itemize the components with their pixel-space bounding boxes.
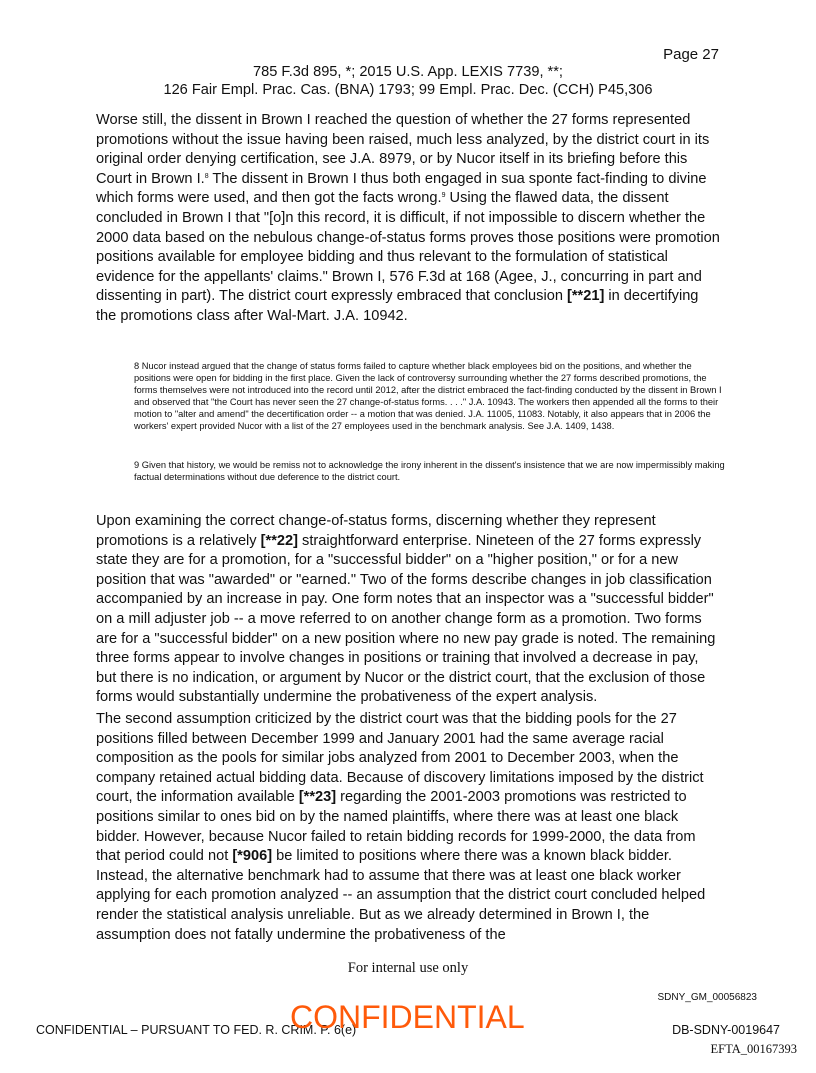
text: regarding the 2001-2003 promotions was restricted to positions similar to ones bid on by the named plaintiffs, where there was at least one black bidder. However, because Nucor failed to retain bidding records for 1999-2000, the data from that period could not [96,789,696,865]
footnote-9: 9 Given that history, we would be remiss not to acknowledge the irony inherent in the dissent's insistence that we are now impermissibly making factual determinations without due deference to the district court. [134,460,725,482]
text: Upon examining the correct change-of-status forms, discerning whether they represent promotions is a relatively [96,513,656,549]
text: straightforward enterprise. Nineteen of the 27 forms expressly state they are for a promotion, for a "successful bidder" on a "higher position," or for a new position that was "awarded" or "earned." Two of the forms describe changes in job classification accompanied by an increase in pay. One form notes that an inspector was a "successful bidder" on a mill adjuster job -- a move referred to on another change form as a promotion. Two forms are for a "successful bidder" on a new position where no new pay grade is noted. The remaining three forms appear to involve changes in positions or training that involved a decrease in pay, but there is no indication, or argument by Nucor or the district court, that the exclusion of those forms would substantially undermine the probativeness of the expert analysis. [96,532,716,706]
star-page-marker: [*906] [232,848,273,865]
citation-line-2: 126 Fair Empl. Prac. Cas. (BNA) 1793; 99 Empl. Prac. Dec. (CCH) P45,306 [163,82,653,98]
paragraph-3 [96,710,722,945]
bates-db-sdny: DB-SDNY-0019647 [672,1023,780,1037]
star-page-marker: [**23] [298,789,337,806]
footnote-ref-9[interactable]: 9 [441,192,446,200]
bates-efta: EFTA_00167393 [710,1042,797,1056]
internal-use-note: For internal use only [347,960,469,976]
page-number: Page 27 [663,46,719,63]
text: in decertifying the promotions class after Wal-Mart. J.A. 10942. [96,288,699,324]
paragraph-1 [96,111,722,327]
confidential-stamp: CONFIDENTIAL [290,999,525,1035]
star-page-marker: [**22] [260,532,298,549]
footnote-ref-8[interactable]: 8 [204,172,209,180]
text: The dissent in Brown I thus both engaged in sua sponte fact-finding to divine which forms were used, and then got the facts wrong. [96,170,707,207]
footnote-8: 8 Nucor instead argued that the change of status forms failed to capture whether black employees bid on the positions, and whether the positions were open for bidding in the first place. Given the lack of controversy surrounding whether the 27 forms described promotions, the forms themselves were not introduced into the record until 2012, after the district embraced the fact-finding conducted by the dissent in Brown I and observed that "the Court has never seen the 27 change-of-status forms. . . ." J.A. 10943. The workers then appended all the forms to their motion to "alter and amend" the decertification order -- a motion that was denied. J.A. 11005, 11083. Notably, it also appears that in 2006 the workers' expert provided Nucor with a list of the 27 employees used in the benchmark analysis. See J.A. 1409, 1438. [134,361,722,431]
paragraph-2 [96,512,722,708]
text: be limited to positions where there was a known black bidder. Instead, the alternative benchmark had to assume that there was at least one black worker applying for each promotion analyzed -- an assumption that the district court concluded helped render the statistical analysis unreliable. But as we already determined in Brown I, the assumption does not fatally undermine the probativeness of the [96,848,706,943]
text: Worse still, the dissent in Brown I reached the question of whether the 27 forms represented promotions without the issue having been raised, much less analyzed, by the district court in its original order denying certification, see J.A. 8979, or by Nucor itself in its briefing before this Court in Brown I. [96,112,710,187]
star-page-marker: [**21] [567,288,605,305]
text: Using the flawed data, the dissent concluded in Brown I that "[o]n this record, it is difficult, if not impossible to discern whether the 2000 data based on the nebulous change-of-status forms proves those positions were promotion positions available for employee bidding and thus relevant to the formulation of statistical evidence for the appellants' claims." Brown I, 576 F.3d at 168 (Agee, J., concurring in part and dissenting in part). The district court expressly embraced that conclusion [96,190,720,305]
text: The second assumption criticized by the district court was that the bidding pools for the 27 positions filled between December 1999 and January 2001 had the same average racial composition as the pools for similar jobs analyzed from 2001 to December 2003, when the company retained actual bidding data. Because of discovery limitations imposed by the district court, the information available [96,711,704,806]
bates-sdny-gm: SDNY_GM_00056823 [657,992,757,1003]
citation-line-1: 785 F.3d 895, *; 2015 U.S. App. LEXIS 7739, **; [253,64,563,80]
confidential-notice: CONFIDENTIAL – PURSUANT TO FED. R. CRIM. P. 6(e) [36,1023,357,1037]
